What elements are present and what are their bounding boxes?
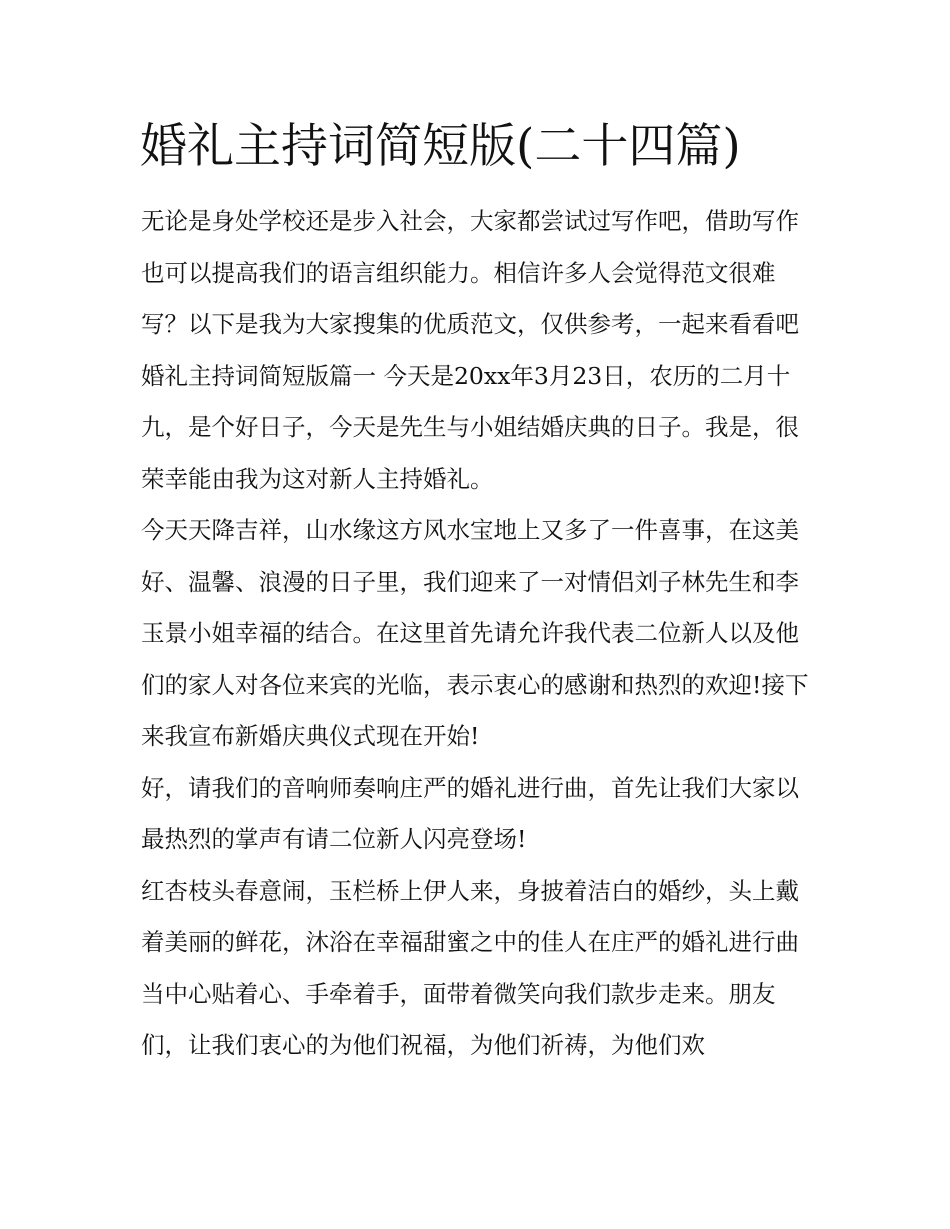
- paragraph-entrance: 好，请我们的音响师奏响庄严的婚礼进行曲，首先让我们大家以最热烈的掌声有请二位新人闪亮登场!: [141, 773, 799, 853]
- paragraph-bride: 红杏枝头春意闹，玉栏桥上伊人来，身披着洁白的婚纱，头上戴着美丽的鲜花，沐浴在幸福甜蜜之中的佳人在庄严的婚礼进行曲当中心贴着心、手牵着手，面带着微笑向我们款步走来。朋友们，让我们衷心的为他们祝福，为他们祈祷，为他们欢: [141, 876, 799, 1059]
- paragraph-opening: 婚礼主持词简短版篇一 今天是20xx年3月23日，农历的二月十九，是个好日子，今天是先生与小姐结婚庆典的日子。我是，很荣幸能由我为这对新人主持婚礼。: [141, 361, 799, 493]
- paragraph-intro: 无论是身处学校还是步入社会，大家都尝试过写作吧，借助写作也可以提高我们的语言组织能力。相信许多人会觉得范文很难写？以下是我为大家搜集的优质范文，仅供参考，一起来看看吧: [141, 207, 799, 338]
- document-body: [141, 196, 821, 1072]
- page-title: 婚礼主持词简短版(二十四篇): [140, 119, 741, 174]
- paragraph-welcome: 今天天降吉祥，山水缘这方风水宝地上又多了一件喜事，在这美好、温馨、浪漫的日子里，我们迎来了一对情侣刘子林先生和李玉景小姐幸福的结合。在这里首先请允许我代表二位新人以及他们的家人对各位来宾的光临，表示衷心的感谢和热烈的欢迎!接下来我宣布新婚庆典仪式现在开始!: [141, 516, 809, 750]
